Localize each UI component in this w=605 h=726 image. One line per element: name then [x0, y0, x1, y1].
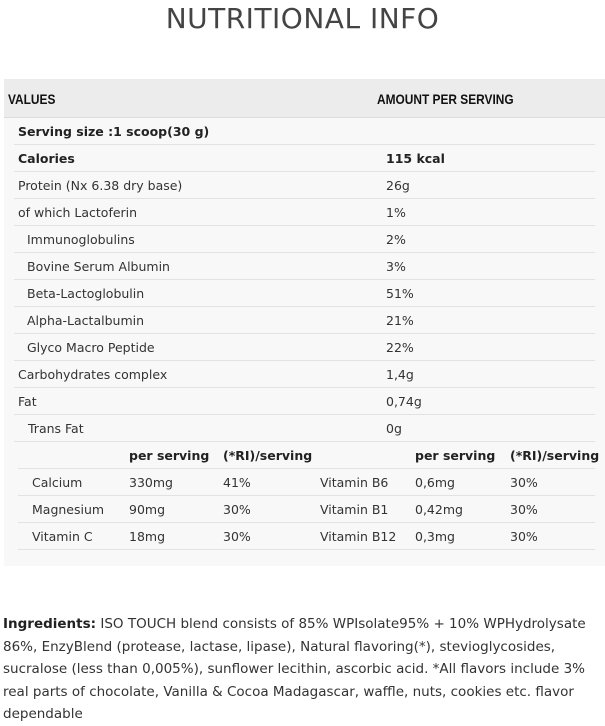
vitamin-ri: 30%	[510, 475, 538, 490]
vitamin-amount: 0,6mg	[415, 475, 455, 490]
row-value: 3%	[386, 259, 406, 274]
vitamin-ri: 30%	[223, 502, 251, 517]
serving-size-row	[14, 118, 595, 145]
vitamin-name: Calcium	[32, 475, 83, 490]
table-row	[14, 145, 595, 172]
vitamin-name: Vitamin B1	[320, 502, 389, 517]
vitamins-row	[18, 496, 595, 523]
vitamin-amount: 330mg	[129, 475, 173, 490]
vitamin-amount: 0,42mg	[415, 502, 463, 517]
row-label: Beta-Lactoglobulin	[27, 286, 145, 301]
row-label: Glyco Macro Peptide	[27, 340, 155, 355]
row-value: 2%	[386, 232, 406, 247]
vitamin-amount: 0,3mg	[415, 529, 455, 544]
serving-size-label: Serving size :1 scoop(30 g)	[18, 124, 210, 139]
table-row	[14, 388, 595, 415]
header-amount: AMOUNT PER SERVING	[377, 91, 514, 107]
table-row	[14, 334, 595, 361]
vitamin-name: Vitamin B12	[320, 529, 397, 544]
vitamins-header: (*RI)/serving	[223, 448, 313, 463]
row-label: Fat	[18, 394, 37, 409]
vitamin-ri: 41%	[223, 475, 251, 490]
ingredients-text: ISO TOUCH blend consists of 85% WPIsolate95% + 10% WPHydrolysate 86%, EnzyBlend (protease, lactase, lipase), Natural flavoring(*), stevioglycosides, sucralose (less than 0,005%), sunflower lecithin, ascorbic acid. *All flavors include 3% real parts of chocolate, Vanilla & Cocoa Madagascar, waffle, nuts, cookies etc. flavor dependable	[3, 616, 586, 722]
table-row	[14, 226, 595, 253]
vitamins-header: per serving	[415, 448, 496, 463]
table-header	[4, 79, 605, 118]
row-value: 1%	[386, 205, 406, 220]
vitamins-row	[18, 469, 595, 496]
vitamin-amount: 18mg	[129, 529, 166, 544]
vitamins-header: per serving	[129, 448, 210, 463]
vitamin-ri: 30%	[510, 502, 538, 517]
row-label: Bovine Serum Albumin	[27, 259, 170, 274]
row-value: 115 kcal	[386, 151, 445, 166]
table-row	[14, 361, 595, 388]
table-row	[14, 199, 595, 226]
vitamin-name: Magnesium	[32, 502, 105, 517]
vitamin-amount: 90mg	[129, 502, 166, 517]
row-label: Protein (Nx 6.38 dry base)	[18, 178, 183, 193]
ingredients-label: Ingredients:	[3, 616, 97, 632]
nutrition-table	[4, 79, 605, 566]
table-row	[14, 307, 595, 334]
table-row	[14, 415, 595, 442]
row-value: 51%	[386, 286, 414, 301]
row-label: Immunoglobulins	[27, 232, 135, 247]
row-value: 22%	[386, 340, 414, 355]
vitamin-name: Vitamin B6	[320, 475, 389, 490]
table-row	[14, 253, 595, 280]
table-row	[14, 280, 595, 307]
vitamins-header-row	[18, 442, 600, 469]
header-values: VALUES	[8, 91, 56, 107]
page-title: NUTRITIONAL INFO	[165, 2, 440, 35]
vitamins-row	[18, 523, 595, 550]
row-value: 0g	[386, 421, 402, 436]
vitamin-ri: 30%	[223, 529, 251, 544]
table-row	[14, 172, 595, 199]
vitamins-header: (*RI)/serving	[510, 448, 600, 463]
row-label: of which Lactoferin	[18, 205, 138, 220]
row-label: Carbohydrates complex	[18, 367, 168, 382]
row-value: 1,4g	[386, 367, 414, 382]
row-label: Trans Fat	[28, 421, 84, 436]
ingredients-paragraph	[3, 613, 603, 726]
row-value: 0,74g	[386, 394, 422, 409]
vitamin-ri: 30%	[510, 529, 538, 544]
row-label: Calories	[18, 151, 75, 166]
row-value: 26g	[386, 178, 410, 193]
row-label: Alpha-Lactalbumin	[27, 313, 145, 328]
row-value: 21%	[386, 313, 414, 328]
vitamin-name: Vitamin C	[32, 529, 93, 544]
